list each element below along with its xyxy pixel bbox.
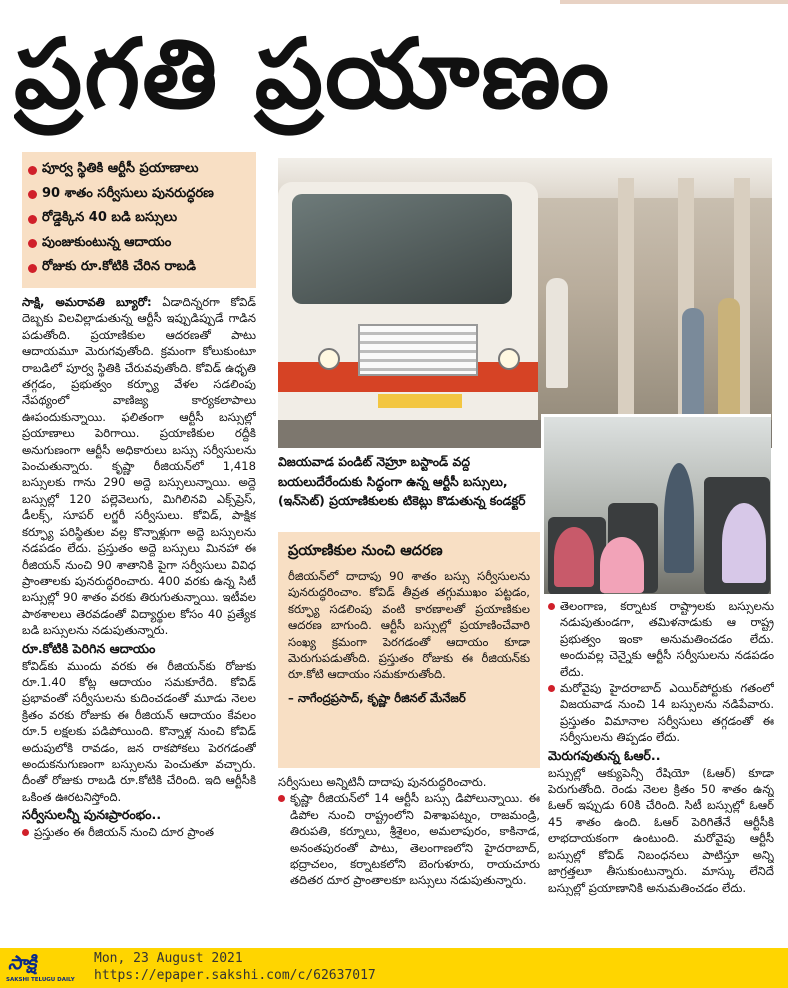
quote-box-signature: – నాగేంద్రప్రసాద్, కృష్ణా రీజినల్ మేనేజర్: [288, 690, 466, 705]
bullet-icon: [548, 603, 555, 610]
quote-box-title: ప్రయాణికుల నుంచి ఆదరణ: [288, 543, 443, 559]
bullet-icon: [278, 795, 285, 802]
article-bullet-paragraph: తెలంగాణ, కర్నాటక రాష్ట్రాలకు బస్సులను నడుపుతుండగా, తమిళనాడుకు ఆ రాష్ట్ర ప్రభుత్వం ఇంకా అనుమతించడం లేదు. అందువల్ల చెన్నైకు ఆర్టీసీ సర్వీసులను నడపడం లేదు.: [548, 598, 774, 680]
article-paragraph: సర్వీసులు అన్నిటినీ దాదాపు పునరుద్ధరించారు.: [278, 775, 487, 789]
conductor-inset-photo: [541, 414, 771, 594]
subheading: సర్వీసులన్నీ పునఃప్రారంభం..: [22, 807, 162, 823]
subheading: రూ.కోటికి పెరిగిన ఆదాయం: [22, 640, 156, 656]
highlights-box: [22, 152, 256, 288]
photo-caption: విజయవాడ పండిట్ నెహ్రూ బస్టాండ్ వద్ద బయలుదేరేందుకు సిద్ధంగా ఉన్న ఆర్టీసీ బస్సులు, (ఇన్‌సెట్) ప్రయాణికులకు టికెట్లు కొడుతున్న కండక్టర్: [278, 454, 526, 508]
article-column-2: [278, 774, 540, 944]
article-paragraph: కోవిడ్‌కు ముందు వరకు ఈ రీజియన్‌కు రోజుకు రూ.1.40 కోట్ల ఆదాయం సమకూరేది. కోవిడ్ ప్రభావంతో సర్వీసులను కుదించడంతో మూడు నెలల క్రితం వరకు రోజుకు ఈ రీజియన్ ఆదాయం కేవలం రూ.5 లక్షలకు పడిపోయింది. కొన్నాళ్ల నుంచి కోవిడ్ అదుపులోకి రావడం, జన రాకపోకలు పెరగడంతో అందుకనుగుణంగా బస్సులను పెంచుతూ వచ్చారు. దీంతో రోజుకు రాబడి రూ.కోటికి చేరింది. ఇది ఆర్టీసీకి ఒకింత ఊరటనిస్తోంది.: [22, 658, 256, 804]
sakshi-logo[interactable]: [2, 950, 75, 986]
bullet-icon: [28, 215, 37, 224]
article-column-3: [548, 598, 774, 944]
logo-tagline: SAKSHI TELUGU DAILY: [6, 977, 75, 983]
logo-word: సాక్షి: [8, 952, 36, 974]
article-column-1: [22, 294, 256, 944]
headline: ప్రగతి ప్రయాణం: [14, 18, 612, 130]
byline: సాక్షి, అమరావతి బ్యూరో:: [22, 295, 152, 309]
article-bullet-paragraph: మరోవైపు హైదరాబాద్ ఎయిర్‌పోర్టుకు గతంలో విజయవాడ నుంచి 14 బస్సులను నడిపేవారు. ప్రస్తుతం విమానాల సర్వీసులు తగ్గడంతో ఈ సర్వీసులను తిప్పడం లేదు.: [548, 680, 774, 746]
highlight-item: 90 శాతం సర్వీసులు పునరుద్ధరణ: [28, 183, 250, 208]
article-paragraph: సాక్షి, అమరావతి బ్యూరో: ఏడాదిన్నరగా కోవిడ్ దెబ్బకు విలవిల్లాడుతున్న ఆర్టీసీ ఇప్పుడిప్పుడే గాడిన పడుతోంది. ప్రయాణికుల ఆదరణతో పాటు ఆదాయమూ మెరుగవుతోంది. క్రమంగా కోలుకుంటూ రాబడిలో పూర్వ స్థితికి చేరువవుతోంది. కోవిడ్ ఉధృతి తగ్గడం, ప్రభుత్వం కర్ఫ్యూ వేళల సడలింపు నేపథ్యంలో వాణిజ్య కార్యకలాపాలు ఊపందుకున్నాయి. ఫలితంగా ఆర్టీసీ బస్సుల్లో ప్రయాణాలు పెరిగాయి. ప్రయాణికుల రద్దీకి అనుగుణంగా ఆర్టీసీ అధికారులు బస్సు సర్వీసులను పెంచుతున్నారు. కృష్ణా రీజియన్‌లో 1,418 బస్సులకు గాను 290 అద్దె బస్సులున్నాయి. అద్దె బస్సుల్లో 120 పల్లెవెలుగు, మిగిలినవి ఎక్స్‌ప్రెస్, డీలక్స్, సూపర్ లగ్జరీ సర్వీసులు. కోవిడ్, పాక్షిక కర్ఫ్యూ పరిస్థితుల వల్ల కొన్నాళ్లుగా అద్దె బస్సులను నడపడం లేదు. ప్రస్తుతం అద్దె బస్సులు మినహా ఈ రీజియన్ నుంచి 90 శాతానికి పైగా సర్వీసులు వివిధ ప్రాంతాలకు పునరుద్ధరించారు. 400 వరకు ఉన్న సిటీ బస్సుల్లో 90 శాతం వరకు తిరుగుతున్నాయి. ఇటీవల పాఠశాలలు తెరవడంతో విద్యార్థుల కోసం 40 ప్రత్యేక బడి బస్సులను నడుపుతున్నారు.: [22, 295, 256, 638]
bus-stand-photo: [278, 158, 772, 448]
bullet-icon: [28, 166, 37, 175]
bullet-icon: [28, 239, 37, 248]
subheading: మెరుగవుతున్న ఓఆర్..: [548, 747, 661, 763]
highlight-item: పుంజుకుంటున్న ఆదాయం: [28, 232, 250, 257]
quote-box: [278, 532, 540, 768]
bullet-icon: [28, 264, 37, 273]
highlight-item: రోజుకు రూ.కోటికి చేరిన రాబడి: [28, 256, 250, 281]
footer-bar: [0, 948, 788, 988]
highlight-item: రోడ్డెక్కిన 40 బడి బస్సులు: [28, 207, 250, 232]
edition-date: Mon, 23 August 2021: [94, 951, 243, 966]
top-rule: [560, 0, 788, 4]
epaper-url-link[interactable]: https://epaper.sakshi.com/c/62637017: [94, 968, 376, 983]
bullet-icon: [548, 685, 555, 692]
article-bullet-paragraph: కృష్ణా రీజియన్‌లో 14 ఆర్టీసీ బస్సు డిపోలున్నాయి. ఈ డిపోల నుంచి రాష్ట్రంలోని విశాఖపట్నం, రాజమండ్రి, తిరుపతి, కర్నూలు, శ్రీశైలం, అమలాపురం, కాకినాడ, అనంతపురంతో పాటు, తెలంగాణలోని హైదరాబాద్, భద్రాచలం, కర్నాటకలోని బెంగుళూరు, రాయచూరు తదితర దూర ప్రాంతాలకూ బస్సులు నడుపుతున్నారు.: [278, 790, 540, 888]
bullet-icon: [22, 829, 29, 836]
bullet-icon: [28, 190, 37, 199]
article-bullet-paragraph: ప్రస్తుతం ఈ రీజియన్ నుంచి దూర ప్రాంత: [22, 824, 256, 840]
article-paragraph: బస్సుల్లో ఆక్యుపెన్సీ రేషియో (ఓఆర్) కూడా పెరుగుతోంది. రెండు నెలల క్రితం 50 శాతం ఉన్న ఓఆర్ ఇప్పుడు 60కి చేరింది. సిటీ బస్సుల్లో ఓఆర్ 45 శాతం ఉంది. ఓఆర్ పెరిగితేనే ఆర్టీసీకి లాభదాయకంగా ఉంటుంది. మరోవైపు ఆర్టీసీ బస్సుల్లో కోవిడ్ నిబంధనలు పాటిస్తూ అన్ని జాగ్రత్తలూ తీసుకుంటున్నారు. మాస్కు లేనిదే బస్సుల్లో ప్రయాణానికి అనుమతించడం లేదు.: [548, 765, 774, 895]
quote-box-text: రీజియన్‌లో దాదాపు 90 శాతం బస్సు సర్వీసులను పునరుద్ధరించాం. కోవిడ్ తీవ్రత తగ్గుముఖం పట్టడం, కర్ఫ్యూ సడలింపు వంటి కారణాలతో ప్రయాణికుల ఆదరణ బాగుంది. ఆర్టీసీ బస్సుల్లో ప్రయాణించేవారి సంఖ్య క్రమంగా పెరగడంతో ఆదాయం కూడా మెరుగుపడుతోంది. ప్రస్తుతం రోజుకు ఈ రీజియన్‌కు రూ.కోటి ఆదాయం సమకూరుతోంది.: [288, 569, 530, 682]
highlight-item: పూర్వ స్థితికి ఆర్టీసీ ప్రయాణాలు: [28, 158, 250, 183]
